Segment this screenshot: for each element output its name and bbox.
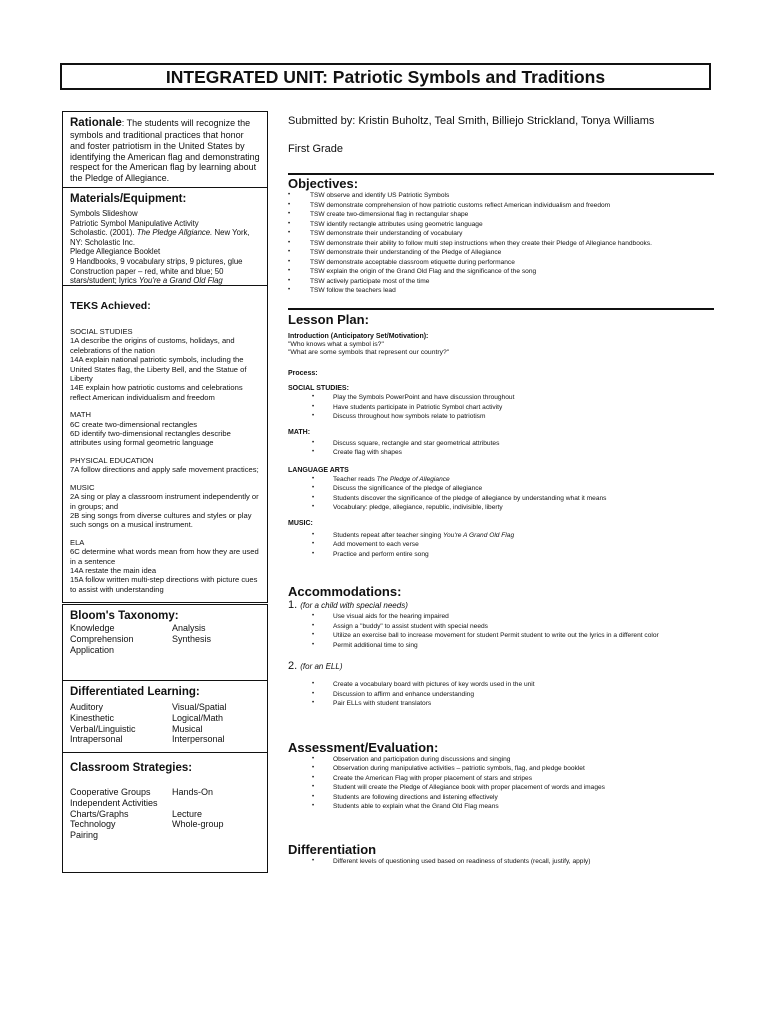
- materials-line: Pledge Allegiance Booklet: [70, 247, 161, 257]
- accommodations-heading: Accommodations:: [288, 584, 402, 600]
- social-studies-item: • Discuss throughout how symbols relate to patriotism: [288, 412, 714, 422]
- social-studies-item: • Have students participate in Patriotic Symbol chart activity: [288, 403, 714, 413]
- grid-cell: Application: [70, 644, 115, 655]
- teks-item: 2A sing or play a classroom instrument independently or in groups; and: [70, 492, 259, 511]
- teks-group: [70, 483, 260, 530]
- music-item: • Add movement to each verse: [288, 540, 714, 550]
- objective-item: • TSW demonstrate acceptable classroom etiquette during performance: [288, 258, 714, 268]
- math-item: • Create flag with shapes: [288, 448, 714, 458]
- teks-group-name: MUSIC: [70, 482, 95, 492]
- grid-cell: Whole-group: [172, 819, 224, 830]
- objective-item: • TSW follow the teachers lead: [288, 286, 714, 296]
- grid-cell: Independent Activities: [70, 797, 158, 808]
- differentiated-heading: Differentiated Learning:: [70, 686, 200, 698]
- teks-item: 2B sing songs from diverse cultures and styles or play such songs on a musical instrument.: [70, 510, 252, 530]
- grid-cell: Logical/Math: [172, 712, 224, 723]
- assessment-item: • Create the American Flag with proper placement of stars and stripes: [288, 774, 714, 784]
- materials-line: Patriotic Symbol Manipulative Activity: [70, 218, 199, 228]
- music-item: • Practice and perform entire song: [288, 550, 714, 560]
- objective-item: • TSW create two-dimensional flag in rectangular shape: [288, 210, 714, 220]
- language-arts-item: • Discuss the significance of the pledge of allegiance: [288, 484, 714, 494]
- teks-item: 14A restate the main idea: [70, 565, 157, 575]
- objective-item: • TSW demonstrate their understanding of the Pledge of Allegiance: [288, 248, 714, 258]
- objective-item: • TSW identify rectangle attributes using geometric language: [288, 220, 714, 230]
- materials-line: 9 Handbooks, 9 vocabulary strips, 9 pictures, glue: [70, 256, 243, 266]
- materials-line: Symbols Slideshow: [70, 209, 138, 218]
- grade-level: First Grade: [288, 143, 344, 155]
- teks-item: 14A explain national patriotic symbols, including the United States flag, the Liberty Bell, and the Statue of Liberty: [70, 355, 247, 384]
- teks-group: [70, 456, 260, 475]
- intro-question: "Who knows what a symbol is?": [288, 340, 384, 348]
- lesson-heading: Lesson Plan:: [288, 311, 369, 327]
- accommodation-two-list: [288, 680, 714, 709]
- assessment-list: [288, 755, 714, 812]
- grid-cell: Visual/Spatial: [172, 702, 227, 712]
- blooms-heading: Bloom's Taxonomy:: [70, 610, 179, 622]
- grid-cell: Musical: [172, 723, 203, 734]
- differentiated-grid: [70, 702, 260, 745]
- music-list: [288, 531, 714, 560]
- accommodation-one: 1. (for a child with special needs): [288, 599, 408, 612]
- math-list: [288, 439, 714, 458]
- teks-group-name: SOCIAL STUDIES: [70, 327, 133, 336]
- process-heading: Process:: [288, 370, 318, 378]
- rationale-heading: Rationale: [70, 117, 122, 129]
- accommodation-two: 2. (for an ELL): [288, 660, 343, 673]
- assessment-heading: Assessment/Evaluation:: [288, 739, 439, 755]
- accommodation-note: (for an ELL): [300, 662, 343, 672]
- pledge-title: The Pledge of Allegiance: [376, 475, 450, 483]
- grid-cell: Hands-On: [172, 787, 214, 797]
- grid-cell: Cooperative Groups: [70, 787, 151, 797]
- assessment-item: • Students able to explain what the Grand Old Flag means: [288, 802, 714, 812]
- strategies-heading: Classroom Strategies:: [70, 762, 193, 774]
- grid-cell: Analysis: [172, 623, 206, 633]
- grid-cell: Technology: [70, 819, 116, 830]
- teks-box: [62, 285, 268, 603]
- objectives-heading: Objectives:: [288, 176, 359, 191]
- objective-item: • TSW actively participate most of the time: [288, 277, 714, 287]
- grid-cell: Pairing: [70, 830, 99, 841]
- teks-item: 1A describe the origins of customs, holidays, and celebrations of the nation: [70, 336, 235, 355]
- objective-item: • TSW explain the origin of the Grand Old Flag and the significance of the song: [288, 267, 714, 277]
- page-title: INTEGRATED UNIT: Patriotic Symbols and Traditions: [165, 67, 606, 87]
- grid-cell: Verbal/Linguistic: [70, 723, 136, 734]
- language-arts-item: • Vocabulary: pledge, allegiance, republic, indivisible, liberty: [288, 503, 714, 513]
- teks-group: [70, 327, 260, 402]
- accommodation-item: • Pair ELLs with student translators: [288, 699, 714, 709]
- language-arts-item: • Students discover the significance of the pledge of allegiance by understanding what it means: [288, 494, 714, 504]
- song-title: You're A Grand Old Flag: [442, 531, 515, 539]
- math-item: • Discuss square, rectangle and star geometrical attributes: [288, 439, 714, 449]
- teks-item: 15A follow written multi-step directions with picture cues to assist with understanding: [70, 575, 258, 594]
- grid-cell: [172, 645, 262, 656]
- materials-box: [62, 187, 268, 285]
- language-arts-heading: LANGUAGE ARTS: [288, 466, 349, 474]
- materials-line: Construction paper – red, white and blue; 50: [70, 266, 224, 276]
- grid-cell: Synthesis: [172, 633, 212, 644]
- math-heading: MATH:: [288, 428, 311, 436]
- grid-cell: Knowledge: [70, 623, 115, 633]
- assessment-item: • Student will create the Pledge of Allegiance book with proper placement of words and images: [288, 783, 714, 793]
- grid-cell: Kinesthetic: [70, 712, 115, 723]
- differentiation-heading: Differentiation: [288, 841, 377, 857]
- grid-cell: Interpersonal: [172, 734, 225, 745]
- teks-group: [70, 538, 260, 594]
- rationale-text: : The students will recognize the symbols and traditional practices that honor and foster patriotism in the United States by identifying the American flag and demonstrating respect for the American flag by learning about the Pledge of Allegiance.: [70, 118, 260, 184]
- accommodation-item: • Permit additional time to sing: [288, 641, 714, 651]
- materials-heading: Materials/Equipment:: [70, 193, 187, 205]
- book-title: The Pledge Allgiance.: [136, 228, 213, 238]
- teks-item: 7A follow directions and apply safe movement practices;: [70, 465, 259, 475]
- differentiation-item: • Different levels of questioning used based on readiness of students (recall, justify, apply): [288, 857, 714, 867]
- teks-item: 6C determine what words mean from how they are used in a sentence: [70, 547, 259, 566]
- accommodation-item: • Create a vocabulary board with pictures of key words used in the unit: [288, 680, 714, 690]
- grid-cell: Lecture: [172, 808, 203, 819]
- right-column: [288, 110, 714, 866]
- accommodation-note: (for a child with special needs): [300, 601, 408, 611]
- grid-cell: Auditory: [70, 702, 104, 712]
- social-studies-list: [288, 393, 714, 422]
- teks-group-name: MATH: [70, 410, 91, 420]
- language-arts-item: • Teacher reads The Pledge of Allegiance: [288, 475, 714, 485]
- objective-item: • TSW observe and identify US Patriotic Symbols: [288, 191, 714, 201]
- title-box: [60, 63, 711, 90]
- teks-heading: TEKS Achieved:: [70, 300, 151, 312]
- grid-cell: Intrapersonal: [70, 734, 123, 745]
- strategies-grid: [70, 787, 260, 841]
- accommodation-item: • Assign a "buddy" to assist student with special needs: [288, 622, 714, 632]
- objectives-list: [288, 191, 714, 296]
- intro-question: "What are some symbols that represent our country?": [288, 348, 450, 356]
- social-studies-item: • Play the Symbols PowerPoint and have discussion throughout: [288, 393, 714, 403]
- assessment-item: • Observation and participation during discussions and singing: [288, 755, 714, 765]
- materials-line: stars/student; lyrics You're a Grand Old Flag: [70, 276, 223, 286]
- song-title: You're a Grand Old Flag: [138, 276, 223, 286]
- accommodation-item: • Use visual aids for the hearing impaired: [288, 612, 714, 622]
- social-studies-heading: SOCIAL STUDIES:: [288, 385, 349, 393]
- grid-cell: [172, 798, 262, 809]
- assessment-item: • Students are following directions and listening effectively: [288, 793, 714, 803]
- objective-item: • TSW demonstrate their understanding of vocabulary: [288, 229, 714, 239]
- differentiation-list: [288, 857, 714, 867]
- submitted-by: Submitted by: Kristin Buholtz, Teal Smith, Billiejo Strickland, Tonya Williams: [288, 115, 655, 127]
- grid-cell: Comprehension: [70, 633, 134, 644]
- strategies-box: [62, 753, 268, 873]
- teks-group-name: PHYSICAL EDUCATION: [70, 455, 154, 465]
- blooms-box: [62, 604, 268, 681]
- objectives-rule: [288, 173, 714, 175]
- accommodation-one-list: [288, 612, 714, 650]
- music-item: • Students repeat after teacher singing You're A Grand Old Flag: [288, 531, 714, 541]
- differentiated-box: [62, 681, 268, 753]
- objective-item: • TSW demonstrate their ability to follow multi step instructions when they create their Pledge of Allegiance handbooks.: [288, 239, 714, 249]
- teks-item: 6C create two-dimensional rectangles: [70, 419, 198, 429]
- teks-item: 14E explain how patriotic customs and celebrations reflect American individualism and freedom: [70, 383, 243, 402]
- grid-cell: [172, 830, 262, 841]
- assessment-item: • Observation during manipulative activities – patriotic symbols, flag, and pledge booklet: [288, 764, 714, 774]
- objective-item: • TSW demonstrate comprehension of how patriotic customs reflect American individualism and freedom: [288, 201, 714, 211]
- accommodation-item: • Utilize an exercise ball to increase movement for student Permit student to write out the lyrics in a different color: [288, 631, 714, 641]
- blooms-grid: [70, 623, 260, 655]
- teks-group-name: ELA: [70, 537, 85, 547]
- intro-heading: Introduction (Anticipatory Set/Motivation):: [288, 332, 429, 340]
- grid-cell: Charts/Graphs: [70, 808, 129, 819]
- rationale-box: [62, 111, 268, 187]
- language-arts-list: [288, 475, 714, 513]
- teks-item: 6D identify two-dimensional rectangles describe attributes using formal geometric language: [70, 429, 231, 448]
- lesson-rule: [288, 308, 714, 310]
- accommodation-item: • Discussion to affirm and enhance understanding: [288, 690, 714, 700]
- materials-line: Scholastic. (2001). The Pledge Allgiance. New York, NY: Scholastic Inc.: [70, 228, 250, 247]
- teks-group: [70, 410, 260, 448]
- music-heading: MUSIC:: [288, 519, 313, 527]
